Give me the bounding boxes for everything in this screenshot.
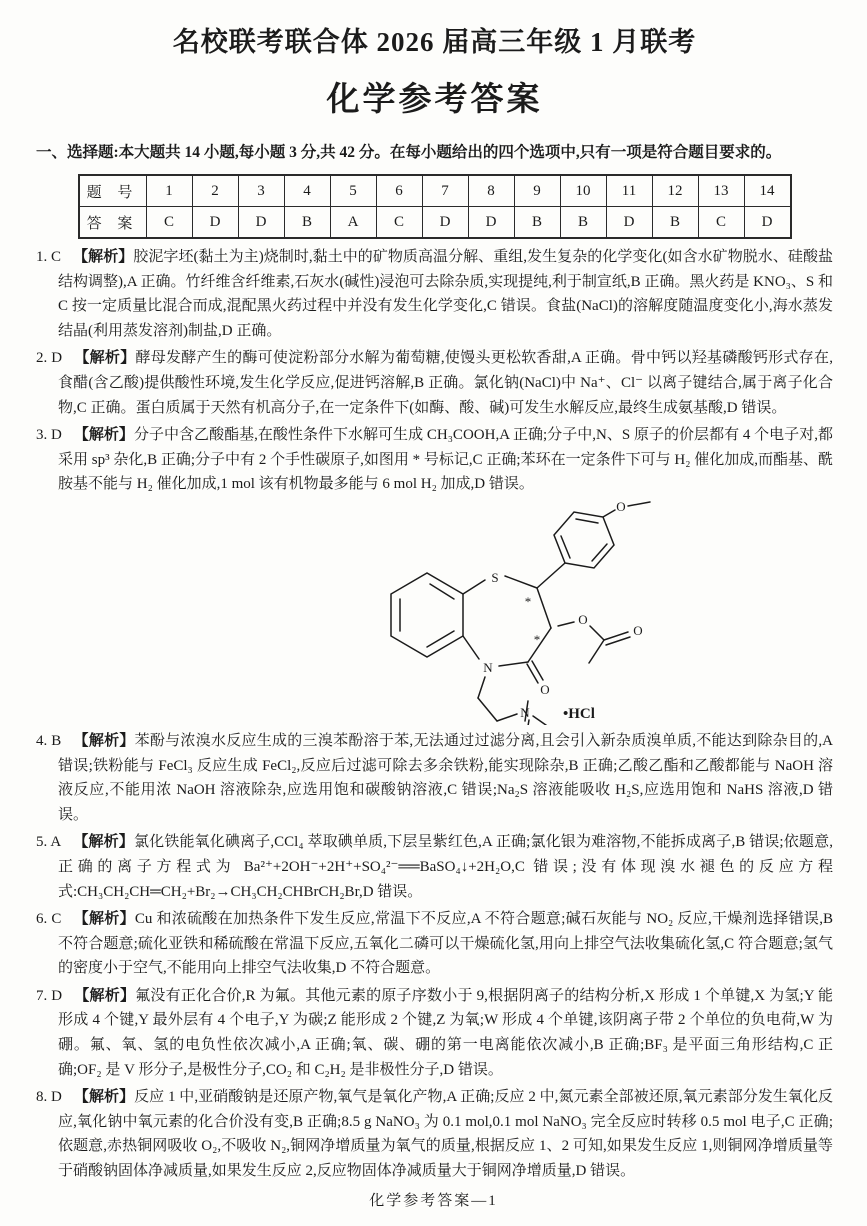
answer-cell: B [652, 207, 698, 239]
analysis-tag: 【解析】 [73, 732, 135, 749]
explanation-text: 胶泥字坯(黏土为主)烧制时,黏土中的矿物质高温分解、重组,发生复杂的化学变化(如含水矿物脱水、硅酸盐结构调整),A 正确。竹纤维含纤维素,石灰水(碱性)浸泡可去除杂质,实现提纯,利于制宣纸,B 正确。黑火药是 KNO₃、S 和 C 按一定质量比混合而成,混配黑火药过程中并没有发生化学变化,C 错误。食盐(NaCl)的溶解度随温度变化小,海水蒸发结晶(利用蒸发溶剂)制盐,D 正确。 [58, 249, 833, 339]
answer-cell: C [146, 207, 192, 239]
explanation-text: 反应 1 中,亚硝酸钠是还原产物,氧气是氧化产物,A 正确;反应 2 中,氮元素全部被还原,氧元素部分发生氧化反应,氧化钠中氧元素的化合价没有变,B 正确;8.5 g NaNO₃ 为 0.1 mol,0.1 mol NaNO₃ 完全反应时转移 0.5 mol 电子,C 正确;依题意,赤热铜网吸收 O₂,不吸收 N₂,铜网净增质量为氧气的质量,根据反应 1、2 可知,如果发生反应 1,则铜网净增质量等于硝酸钠固体净减质量,如果发生反应 2,反应物固体净减质量大于铜网净增质量,D 错误。 [58, 1089, 833, 1180]
amine-nitrogen-atom-label: N [520, 704, 530, 720]
question-number: 5 [330, 175, 376, 207]
explanation-text: Cu 和浓硫酸在加热条件下发生反应,常温下不反应,A 不符合题意;碱石灰能与 NO₂ 反应,干燥剂选择错误,B 不符合题意;硫化亚铁和稀硫酸在常温下反应,五氧化二磷可以干燥硫化氢,用向上排空气法收集硫化氢,C 符合题意;氢气的密度小于空气,不能用向上排空气法收集,D 不符合题意。 [58, 911, 833, 977]
question-number: 11 [606, 175, 652, 207]
diltiazem-structure-drawing [332, 500, 667, 725]
explanation-q7 [36, 984, 833, 1082]
answer-cell: B [284, 207, 330, 239]
explanation-text: 苯酚与浓溴水反应生成的三溴苯酚溶于苯,无法通过过滤分离,且会引入新杂质溴单质,不能达到除杂目的,A 错误;铁粉能与 FeCl₃ 反应生成 FeCl₂,反应后过滤可除去多余铁粉,能实现除杂,B 正确;乙酸乙酯和乙酸都能与 NaOH 溶液反应,不能用浓 NaOH 溶液除杂,应选用饱和碳酸钠溶液,C 错误;Na₂S 溶液能吸收 H₂S,应选用饱和 NaHS 溶液,D 错误。 [58, 732, 833, 823]
question-label: 3. D [36, 427, 62, 444]
question-number: 12 [652, 175, 698, 207]
question-number: 2 [192, 175, 238, 207]
chiral-star-mark: * [533, 631, 541, 647]
explanation-q6 [36, 907, 833, 981]
analysis-tag: 【解析】 [73, 249, 134, 265]
question-label: 6. C [36, 911, 62, 928]
answer-cell: D [192, 207, 238, 239]
question-label: 1. C [36, 249, 62, 265]
sulfur-atom-label: S [491, 569, 499, 585]
explanation-text: 氟没有正化合价,R 为氟。其他元素的原子序数小于 9,根据阴离子的结构分析,X 形成 1 个单键,X 为氢;Y 能形成 4 个键,Y 最外层有 4 个电子,Y 为碳;Z 能形成 2 个键,Z 为氧;W 形成 4 个单键,该阴离子带 2 个单位的负电荷,W 为硼。氟、氧、氢的电负性依次减小,A 正确;氧、碳、硼的第一电离能依次减小,B 正确;BF₃ 是平面三角形结构,C 正确;OF₂ 是 V 形分子,是极性分子,CO₂ 和 C₂H₂ 是非极性分子,D 错误。 [58, 987, 833, 1078]
hydrochloride-salt-label: •HCl [563, 705, 595, 722]
question-number: 13 [698, 175, 744, 207]
answer-cell: D [744, 207, 791, 239]
molecule-structure-diagram [332, 500, 667, 725]
analysis-tag: 【解析】 [74, 987, 136, 1004]
analysis-tag: 【解析】 [73, 834, 134, 851]
question-number: 4 [284, 175, 330, 207]
question-number: 6 [376, 175, 422, 207]
answer-cell: D [422, 207, 468, 239]
answer-cell: C [698, 207, 744, 239]
explanation-q2 [36, 346, 833, 420]
table-row-numbers [79, 175, 791, 207]
question-number: 3 [238, 175, 284, 207]
explanation-text: 氯化铁能氧化碘离子,CCl₄ 萃取碘单质,下层呈紫红色,A 正确;氯化银为难溶物,不能拆成离子,B 错误;依题意,正确的离子方程式为 Ba²⁺+2OH⁻+2H⁺+SO₄²⁻══BaSO₄↓+2H₂O,C 错误;没有体现溴水褪色的反应方程式:CH₃CH₂CH═CH₂+Br₂→CH₃CH₂CHBrCH₂Br,D 错误。 [58, 834, 833, 900]
explanation-q1 [36, 245, 833, 343]
question-number: 7 [422, 175, 468, 207]
analysis-tag: 【解析】 [73, 427, 134, 444]
question-number: 9 [514, 175, 560, 207]
explanation-q4 [36, 729, 833, 827]
row-header-number: 题 号 [79, 175, 147, 207]
explanation-q5 [36, 830, 833, 904]
explanation-text: 分子中含乙酸酯基,在酸性条件下水解可生成 CH₃COOH,A 正确;分子中,N、S 原子的价层都有 4 个电子对,都采用 sp³ 杂化,B 正确;分子中有 2 个手性碳原子,如图用 * 号标记,C 正确;苯环在一定条件下可与 H₂ 催化加成,而酯基、酰胺基不能与 H₂ 催化加成,1 mol 该有机物最多能与 6 mol H₂ 加成,D 错误。 [58, 427, 833, 493]
question-label: 2. D [36, 350, 63, 367]
question-number: 10 [560, 175, 606, 207]
chiral-star-mark: * [524, 593, 532, 609]
table-row-answers [79, 207, 791, 239]
answer-cell: A [330, 207, 376, 239]
row-header-answer: 答 案 [79, 207, 147, 239]
explanation-text: 酵母发酵产生的酶可使淀粉部分水解为葡萄糖,使馒头更松软香甜,A 正确。骨中钙以羟基磷酸钙形式存在,食醋(含乙酸)提供酸性环境,发生化学反应,促进钙溶解,B 正确。氯化钠(NaCl)中 Na⁺、Cl⁻ 以离子键结合,属于离子化合物,C 正确。蛋白质属于天然有机高分子,在一定条件下(如酶、酸、碱)可发生水解反应,最终生成氨基酸,D 错误。 [58, 350, 833, 416]
answer-cell: D [468, 207, 514, 239]
question-label: 4. B [36, 732, 62, 749]
answer-table [78, 174, 792, 239]
question-number: 8 [468, 175, 514, 207]
page-subtitle: 化学参考答案 [326, 82, 543, 118]
answer-cell: C [376, 207, 422, 239]
question-label: 8. D [36, 1089, 62, 1106]
ester-oxygen-atom-label: O [578, 611, 588, 627]
section-heading: 一、选择题:本大题共 14 小题,每小题 3 分,共 42 分。在每小题给出的四个选项中,只有一项是符合题目要求的。 [36, 144, 782, 161]
question-number: 1 [146, 175, 192, 207]
amide-oxygen-atom-label: O [540, 681, 550, 697]
page-title: 名校联考联合体 2026 届高三年级 1 月联考 [172, 27, 697, 57]
analysis-tag: 【解析】 [73, 1089, 135, 1106]
methoxy-oxygen-atom-label: O [616, 499, 626, 514]
page-footer: 化学参考答案—1 [369, 1193, 498, 1209]
answer-cell: B [560, 207, 606, 239]
answer-cell: D [606, 207, 652, 239]
explanation-q8 [36, 1085, 833, 1183]
answer-cell: B [514, 207, 560, 239]
question-label: 5. A [36, 834, 62, 851]
question-number: 14 [744, 175, 791, 207]
answer-cell: D [238, 207, 284, 239]
question-label: 7. D [36, 987, 63, 1004]
analysis-tag: 【解析】 [73, 911, 135, 928]
explanation-q3 [36, 423, 833, 497]
ring-nitrogen-atom-label: N [483, 659, 493, 675]
analysis-tag: 【解析】 [74, 350, 136, 367]
ester-carbonyl-oxygen-label: O [633, 622, 643, 638]
